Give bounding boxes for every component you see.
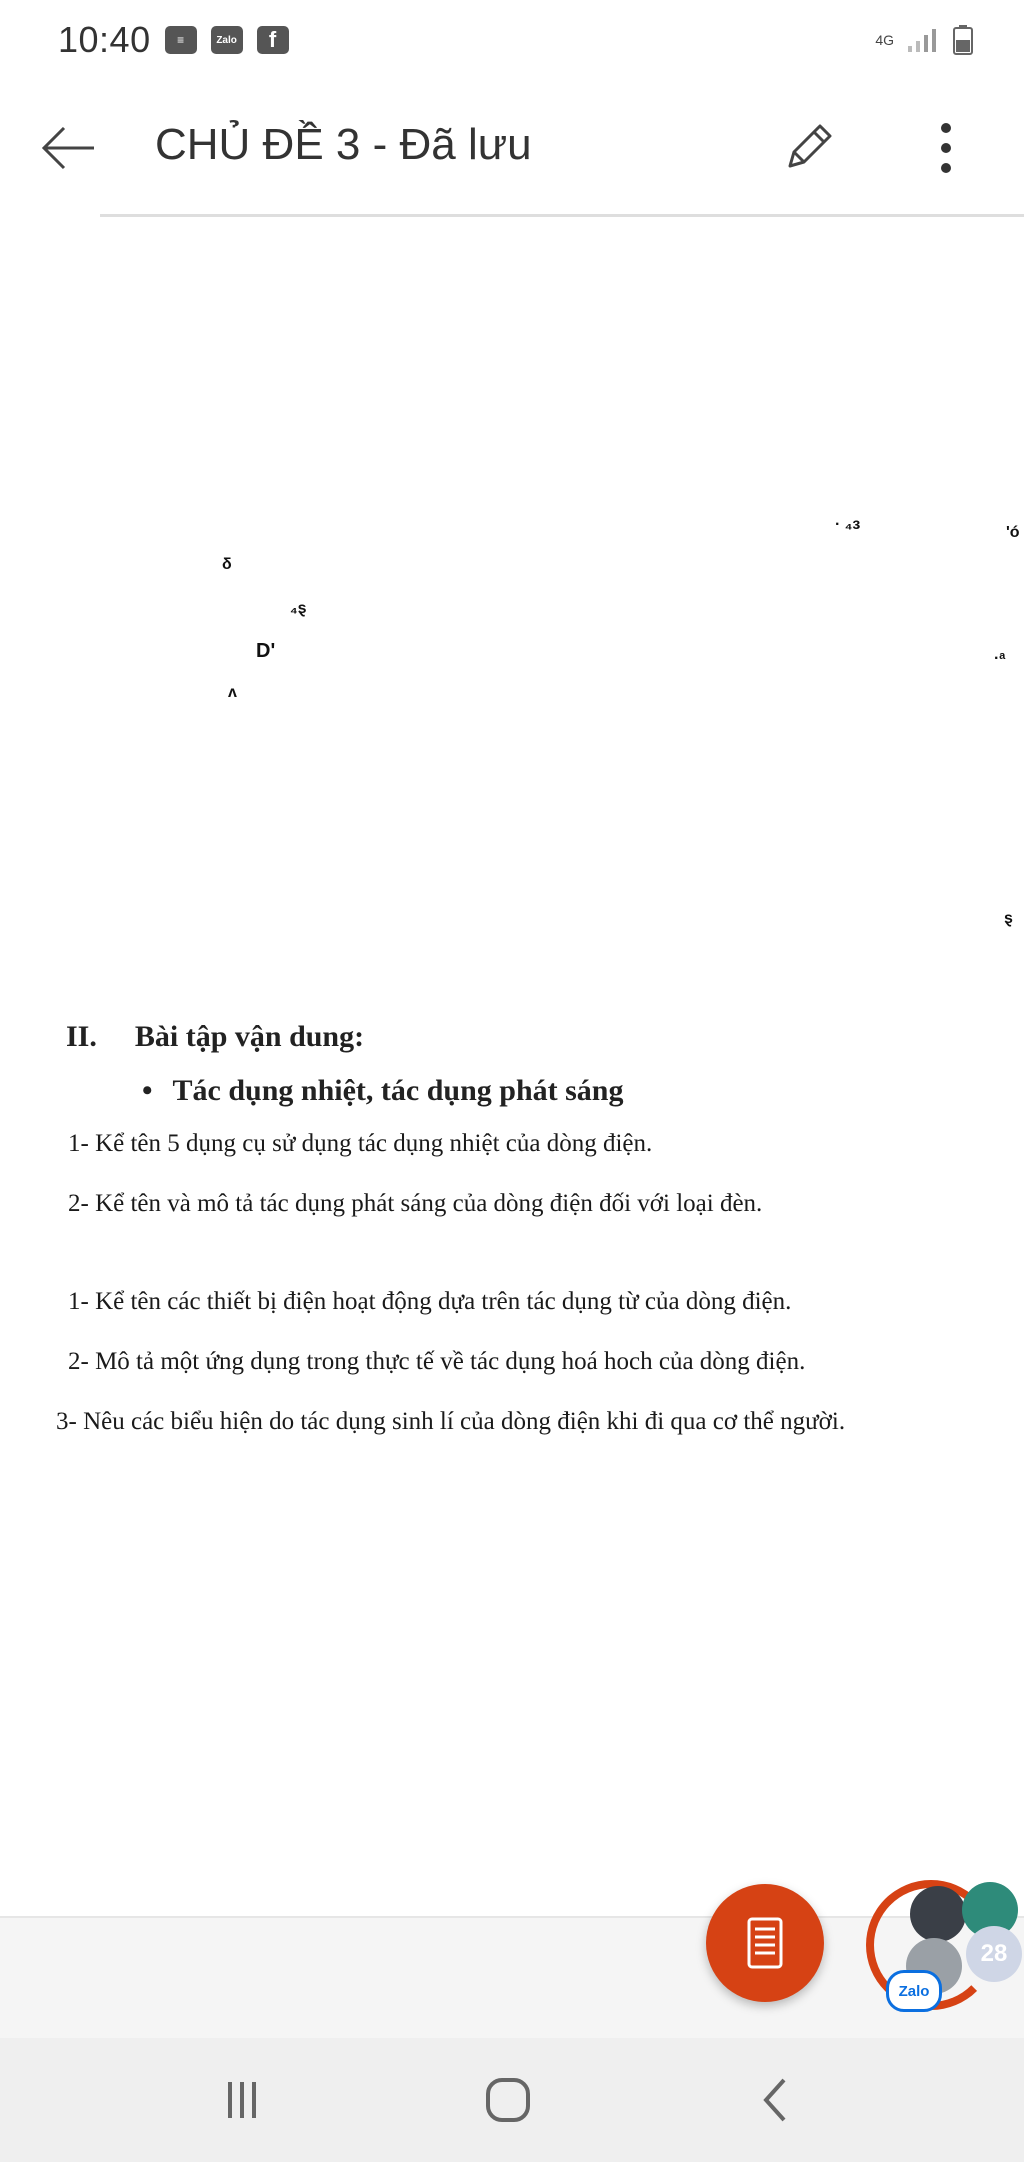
exercise-line: 1- Kể tên các thiết bị điện hoạt động dựa trên tác dụng từ của dòng điện. [68, 1288, 792, 1315]
zalo-icon: Zalo [886, 1970, 942, 2012]
zalo-chat-head[interactable] [866, 1880, 1024, 2010]
heading-text: Bài tập vận dung: [134, 1020, 365, 1053]
pencil-icon [776, 116, 840, 180]
heading-number: II. [66, 1020, 97, 1053]
back-button[interactable] [36, 116, 100, 180]
speck: · ₄ɜ [835, 516, 861, 533]
exercise-line: 2- Kể tên và mô tả tác dụng phát sáng của dòng điện đối với loại đèn. [68, 1190, 763, 1217]
speck: ȿ [1004, 910, 1013, 927]
edit-button[interactable] [776, 116, 840, 180]
app-bar-divider [100, 214, 1024, 217]
speck: δ [222, 556, 232, 573]
news-app-icon: ≡ [165, 26, 197, 54]
nav-back-button[interactable] [744, 2068, 808, 2132]
speck: ᴧ [228, 684, 237, 701]
section-heading [66, 1020, 1020, 1054]
zalo-app-icon: Zalo [211, 26, 243, 54]
more-options-button[interactable] [914, 116, 978, 180]
avatar [910, 1886, 966, 1942]
facebook-icon: f [257, 26, 289, 54]
app-bar [0, 90, 1024, 210]
battery-icon [952, 24, 974, 56]
home-button[interactable] [476, 2068, 540, 2132]
speck: ·ᵃ [994, 650, 1006, 667]
status-bar [0, 0, 1024, 80]
status-left [58, 19, 289, 61]
exercise-line: 3- Nêu các biểu hiện do tác dụng sinh lí của dòng điện khi đi qua cơ thể người. [56, 1408, 846, 1435]
exercise-line: 2- Mô tả một ứng dụng trong thực tế về tác dụng hoá hoch của dòng điện. [68, 1348, 806, 1375]
signal-icon [906, 26, 940, 54]
clock: 10:40 [58, 19, 151, 60]
document-icon [743, 1915, 787, 1971]
unread-count-badge: 28 [966, 1926, 1022, 1982]
more-vert-icon [914, 116, 978, 180]
arrow-back-icon [36, 116, 100, 180]
recent-apps-button[interactable] [210, 2068, 274, 2132]
speck: ₄ȿ [290, 600, 307, 617]
document-content [56, 1020, 1020, 1468]
bullet-dot: • [142, 1074, 153, 1107]
back-icon [744, 2068, 808, 2132]
navigation-bar [0, 2038, 1024, 2162]
recent-apps-icon [210, 2068, 274, 2132]
speck: 'ó [1006, 524, 1020, 541]
reader-mode-button[interactable] [706, 1884, 824, 2002]
bullet-text: Tác dụng nhiệt, tác dụng phát sáng [172, 1074, 624, 1107]
home-icon [476, 2068, 540, 2132]
speck: D' [256, 640, 276, 662]
page-title: CHỦ ĐỀ 3 - Đã lưu [155, 120, 532, 169]
status-right [875, 24, 974, 56]
exercise-line: 1- Kể tên 5 dụng cụ sử dụng tác dụng nhiệt của dòng điện. [68, 1130, 653, 1157]
bullet-item [142, 1074, 1020, 1108]
network-type: 4G [875, 32, 894, 48]
